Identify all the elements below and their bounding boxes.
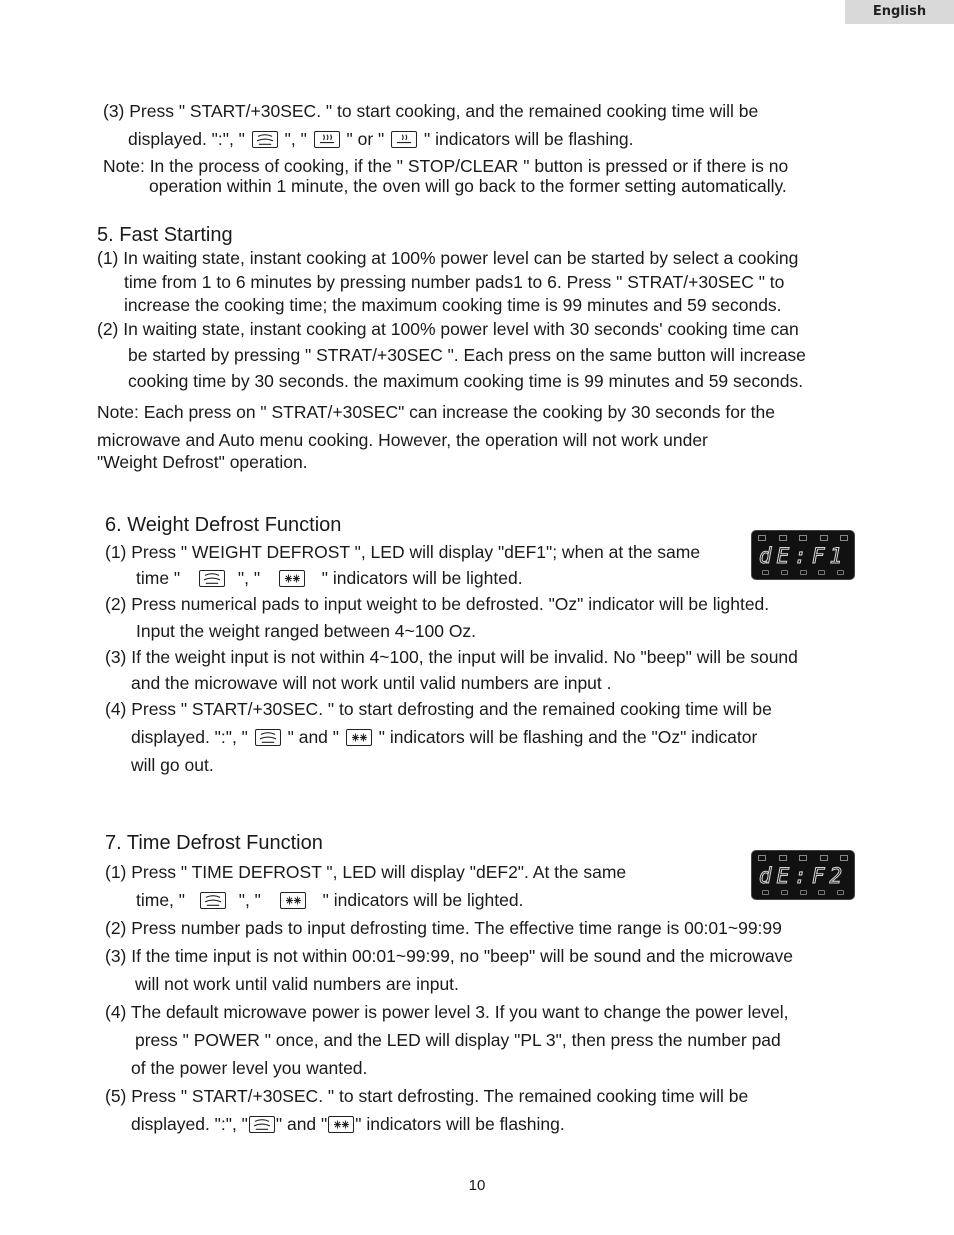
page-number: 10 bbox=[468, 1177, 486, 1194]
time-line: (2) Press number pads to input defrosting time. The effective time range is 00:01~99:99 bbox=[105, 918, 782, 938]
time-text: " indicators will be flashing. bbox=[355, 1114, 565, 1134]
fast-line: (1) In waiting state, instant cooking at 100% power level can be started by select a cooking bbox=[97, 248, 799, 268]
weight-line: Input the weight ranged between 4~100 Oz. bbox=[136, 621, 477, 641]
microwave-icon bbox=[255, 729, 281, 746]
weight-text: displayed. ":", " bbox=[131, 727, 248, 747]
time-line: (5) Press " START/+30SEC. " to start defrosting. The remained cooking time will be bbox=[105, 1086, 749, 1106]
microwave-icon bbox=[200, 892, 226, 909]
weight-line bbox=[136, 567, 523, 589]
weight-line: (3) If the weight input is not within 4~100, the input will be invalid. No "beep" will be sound bbox=[105, 647, 798, 667]
led-display-def1 bbox=[751, 530, 855, 580]
fast-line: increase the cooking time; the maximum cooking time is 99 minutes and 59 seconds. bbox=[124, 295, 782, 315]
microwave-icon bbox=[199, 570, 225, 587]
defrost-icon bbox=[279, 570, 305, 587]
time-line: press " POWER " once, and the LED will display "PL 3", then press the number pad bbox=[135, 1030, 781, 1050]
led-digits: dE:F1 bbox=[758, 544, 848, 568]
time-line bbox=[131, 1113, 565, 1135]
time-line: (1) Press " TIME DEFROST ", LED will display "dEF2". At the same bbox=[105, 862, 627, 882]
grill-icon bbox=[314, 131, 340, 148]
time-text: " indicators will be lighted. bbox=[322, 890, 524, 910]
intro-line-2 bbox=[128, 128, 634, 150]
weight-text: time " bbox=[136, 568, 181, 588]
microwave-icon bbox=[252, 131, 278, 148]
fast-line: (2) In waiting state, instant cooking at 100% power level with 30 seconds' cooking time can bbox=[97, 319, 799, 339]
fast-note-line: microwave and Auto menu cooking. However, the operation will not work under bbox=[97, 430, 708, 450]
time-text: ", " bbox=[238, 890, 261, 910]
weight-text: ", " bbox=[237, 568, 261, 588]
intro-note-line-2: operation within 1 minute, the oven will go back to the former setting automatically. bbox=[149, 176, 787, 196]
combi-icon bbox=[391, 131, 417, 148]
weight-text: " indicators will be lighted. bbox=[321, 568, 523, 588]
weight-text: " indicators will be flashing and the "Oz" indicator bbox=[378, 727, 758, 747]
time-text: displayed. ":", " bbox=[131, 1114, 248, 1134]
fast-line: time from 1 to 6 minutes by pressing number pads1 to 6. Press " STRAT/+30SEC " to bbox=[124, 272, 785, 292]
defrost-icon bbox=[346, 729, 372, 746]
weight-line: and the microwave will not work until valid numbers are input . bbox=[131, 673, 612, 693]
led-digits: dE:F2 bbox=[758, 864, 848, 888]
defrost-icon bbox=[280, 892, 306, 909]
weight-line bbox=[131, 726, 757, 748]
fast-line: cooking time by 30 seconds. the maximum cooking time is 99 minutes and 59 seconds. bbox=[128, 371, 804, 391]
time-line: of the power level you wanted. bbox=[131, 1058, 368, 1078]
weight-line: will go out. bbox=[131, 755, 214, 775]
language-tab: English bbox=[845, 0, 954, 24]
intro-line-1: (3) Press " START/+30SEC. " to start cooking, and the remained cooking time will be bbox=[103, 101, 759, 121]
section-heading-time-defrost: 7. Time Defrost Function bbox=[105, 832, 323, 854]
time-line bbox=[136, 889, 523, 911]
weight-line: (2) Press numerical pads to input weight to be defrosted. "Oz" indicator will be lighted. bbox=[105, 594, 770, 614]
intro-text: " indicators will be flashing. bbox=[424, 129, 634, 149]
weight-line: (1) Press " WEIGHT DEFROST ", LED will display "dEF1"; when at the same bbox=[105, 542, 701, 562]
defrost-icon bbox=[328, 1116, 354, 1133]
intro-text: " or " bbox=[346, 129, 385, 149]
fast-note-line: "Weight Defrost" operation. bbox=[97, 452, 308, 472]
section-heading-fast-starting: 5. Fast Starting bbox=[97, 224, 233, 246]
intro-text: ", " bbox=[284, 129, 307, 149]
fast-line: be started by pressing " STRAT/+30SEC ". Each press on the same button will increase bbox=[128, 345, 806, 365]
weight-text: " and " bbox=[287, 727, 339, 747]
microwave-icon bbox=[249, 1116, 275, 1133]
intro-note-line-1: Note: In the process of cooking, if the " STOP/CLEAR " button is pressed or if there is no bbox=[103, 156, 789, 176]
time-line: will not work until valid numbers are input. bbox=[135, 974, 459, 994]
time-line: (4) The default microwave power is power level 3. If you want to change the power level, bbox=[105, 1002, 789, 1022]
intro-text: displayed. ":", " bbox=[128, 129, 245, 149]
led-display-def2 bbox=[751, 850, 855, 900]
fast-note-line: Note: Each press on " STRAT/+30SEC" can increase the cooking by 30 seconds for the bbox=[97, 402, 775, 422]
time-line: (3) If the time input is not within 00:01~99:99, no "beep" will be sound and the microwave bbox=[105, 946, 794, 966]
time-text: " and " bbox=[275, 1114, 328, 1134]
time-text: time, " bbox=[136, 890, 185, 910]
section-heading-weight-defrost: 6. Weight Defrost Function bbox=[105, 514, 342, 536]
weight-line: (4) Press " START/+30SEC. " to start defrosting and the remained cooking time will be bbox=[105, 699, 772, 719]
